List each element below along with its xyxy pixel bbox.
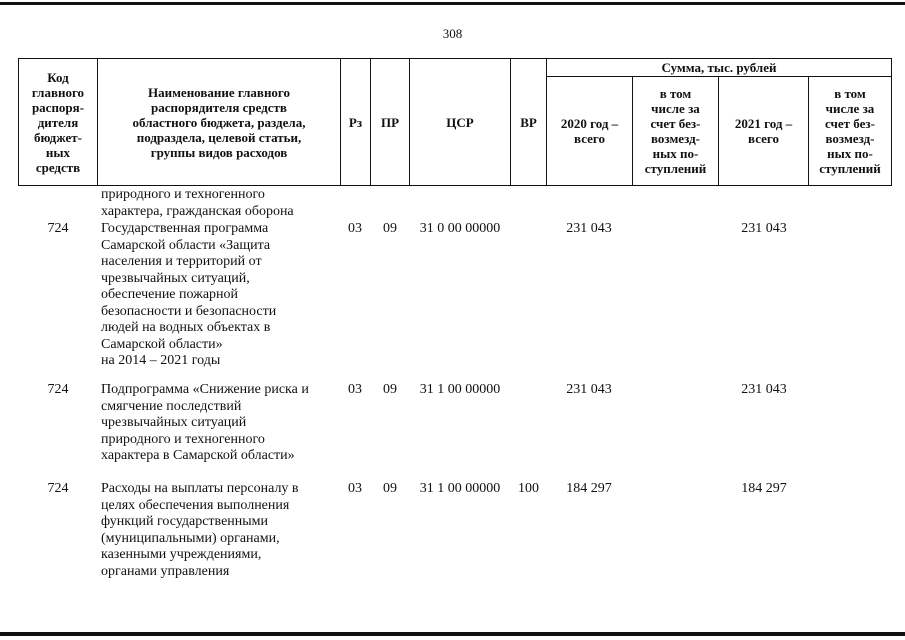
- header-code: Код главного распоря- дителя бюджет- ных средств: [31, 69, 85, 175]
- header-bottom-border: [18, 185, 892, 186]
- row-sum-2021: 184 297: [741, 481, 787, 496]
- row-rz: 03: [348, 382, 362, 397]
- row-pr: 09: [383, 481, 397, 496]
- row-name: Расходы на выплаты персоналу в целях обеспечения выполнения функций государственными (муниципальными) органами, казенными учреждениями, органами управления: [101, 481, 299, 579]
- row-sum-2020: 231 043: [566, 221, 612, 236]
- header-name: Наименование главного распорядителя средств областного бюджета, раздела, подраздела, целевой статьи, группы видов расходов: [132, 84, 306, 160]
- row-rz: 03: [348, 221, 362, 236]
- row-csr: 31 1 00 00000: [419, 481, 501, 496]
- row-pr: 09: [383, 221, 397, 236]
- continuation-text: природного и техногенного характера, гражданская оборона: [101, 187, 294, 219]
- header-sum: Сумма, тыс. рублей: [661, 60, 777, 75]
- page-number: 308: [442, 26, 463, 41]
- header-rz: Рз: [348, 114, 363, 130]
- header-2020-free: в том числе за счет без- возмезд- ных по- ступлений: [644, 86, 707, 176]
- row-vr: 100: [518, 481, 539, 496]
- row-name: Государственная программа Самарской области «Защита населения и территорий от чрезвычайных ситуаций, обеспечение пожарной безопасности и безопасности людей на водных объектах в Самарской области» на 2014 – 2021 годы: [101, 221, 277, 368]
- row-sum-2021: 231 043: [741, 382, 787, 397]
- row-sum-2020: 184 297: [566, 481, 612, 496]
- header-2020-total: 2020 год – всего: [560, 116, 619, 146]
- row-pr: 09: [383, 382, 397, 397]
- header-2021-total: 2021 год – всего: [734, 116, 793, 146]
- bottom-rule: [0, 632, 905, 636]
- row-csr: 31 1 00 00000: [419, 382, 501, 397]
- row-code: 724: [47, 481, 69, 496]
- row-code: 724: [47, 382, 69, 397]
- row-sum-2020: 231 043: [566, 382, 612, 397]
- table-header: [0, 0, 905, 190]
- header-vr: ВР: [520, 114, 537, 130]
- row-code: 724: [47, 221, 69, 236]
- header-pr: ПР: [380, 114, 400, 130]
- row-name: Подпрограмма «Снижение риска и смягчение последствий чрезвычайных ситуаций природного и техногенного характера в Самарской области»: [101, 382, 309, 463]
- header-2021-free: в том числе за счет без- возмезд- ных по- ступлений: [819, 86, 881, 176]
- row-rz: 03: [348, 481, 362, 496]
- row-sum-2021: 231 043: [741, 221, 787, 236]
- col-border: [891, 58, 892, 186]
- row-csr: 31 0 00 00000: [419, 221, 501, 236]
- header-csr: ЦСР: [446, 114, 474, 130]
